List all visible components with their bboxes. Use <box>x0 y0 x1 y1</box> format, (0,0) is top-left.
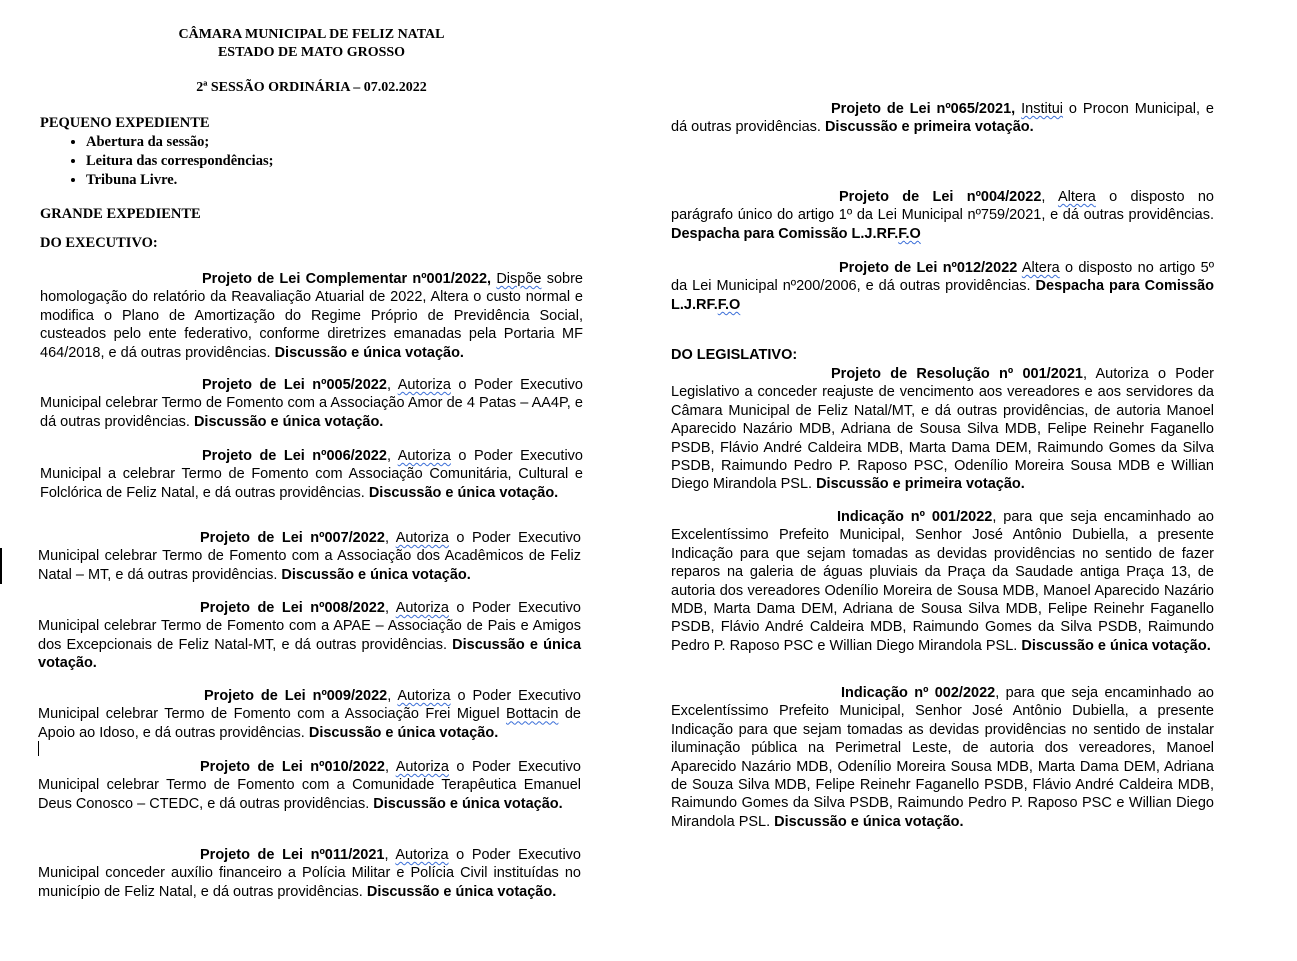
executive-item: Projeto de Lei nº007/2022, Autoriza o Poder Executivo Municipal celebrar Termo de Fomento com a Associação dos Acadêmicos de Feliz Natal – MT, e dá outras providências. Discussão e única votação. <box>38 530 581 583</box>
chamber-name: CÂMARA MUNICIPAL DE FELIZ NATAL <box>178 27 445 42</box>
pequeno-expediente-title: PEQUENO EXPEDIENTE <box>40 115 210 131</box>
legislative-item: Indicação nº 002/2022, para que seja encaminhado ao Excelentíssimo Prefeito Municipal, Senhor José Antônio Dubiella, a presente Indicação para que sejam tomadas as devidas providências no sentido de instalar iluminação pública na Perimetral Leste, de autoria dos vereadores, Manoel Aparecido Nazário MDB, Odenílio Moreira Sousa MDB, Marta Dama DEM, Adriana de Souza Silva MDB, Felipe Reinehr Faganello PSDB, Flávio André Caldeira MDB, Raimundo Gomes da Silva PSDB, Raimundo Pedro P. Raposo PSC e Willian Diego Mirandola PSL. Discussão e única votação. <box>671 685 1214 830</box>
text-cursor <box>38 741 39 756</box>
list-item: • Leitura das correspondências; <box>86 152 273 171</box>
session-title: 2ª SESSÃO ORDINÁRIA – 07.02.2022 <box>196 80 427 95</box>
executive-item: Projeto de Lei nº011/2021, Autoriza o Poder Executivo Municipal conceder auxílio financeiro a Polícia Militar e Polícia Civil instituídas no município de Feliz Natal, e dá outras providências. Discussão e única votação. <box>38 847 581 900</box>
page-edge-mark <box>0 548 2 584</box>
grande-expediente-title: GRANDE EXPEDIENTE <box>40 206 201 222</box>
state-name: ESTADO DE MATO GROSSO <box>217 45 406 60</box>
executive-item: Projeto de Lei nº009/2022, Autoriza o Poder Executivo Municipal celebrar Termo de Fomento com a Associação Frei Miguel Bottacin de Apoio ao Idoso, e dá outras providências. Discussão e única votação. <box>38 688 581 741</box>
legislative-item: Projeto de Resolução nº 001/2021, Autoriza o Poder Legislativo a conceder reajuste de vencimento aos vereadores e aos servidores da Câmara Municipal de Feliz Natal/MT, e dá outras providências, de autoria Manoel Aparecido Nazário MDB, Adriana de Sousa Silva MDB, Felipe Reinehr Faganello PSDB, Flávio André Caldeira MDB, Marta Dama DEM, Raimundo Gomes da Silva PSDB, Raimundo Pedro P. Raposo PSC, Odenílio Moreira Sousa MDB e Willian Diego Mirandola PSL. Discussão e primeira votação. <box>671 366 1214 493</box>
executive-item: Projeto de Lei nº065/2021, Institui o Procon Municipal, e dá outras providências. Discussão e primeira votação. <box>671 101 1214 136</box>
executive-item: Projeto de Lei nº010/2022, Autoriza o Poder Executivo Municipal celebrar Termo de Fomento com a Comunidade Terapêutica Emanuel Deus Conosco – CTEDC, e dá outras providências. Discussão e única votação. <box>38 759 581 812</box>
executivo-title: DO EXECUTIVO: <box>40 235 158 251</box>
legislativo-title: DO LEGISLATIVO: <box>671 347 798 363</box>
legislative-item: Indicação nº 001/2022, para que seja encaminhado ao Excelentíssimo Prefeito Municipal, Senhor José Antônio Dubiella, a presente Indicação para que sejam tomadas as devidas providências no sentido de fazer reparos na galeria de águas pluviais da Praça da Saudade antiga Praça 13, de autoria dos vereadores Odenílio Moreira de Sousa MDB, Manoel Aparecido Nazário MDB, Marta Dama DEM, Adriana de Sousa Silva MDB, Felipe Reinehr Faganello PSDB, Flávio André Caldeira MDB, Raimundo Gomes da Silva PSDB, Raimundo Pedro P. Raposo PSC e Willian Diego Mirandola PSL. Discussão e única votação. <box>671 509 1214 654</box>
list-item: • Tribuna Livre. <box>86 171 273 190</box>
pequeno-expediente-list <box>40 133 273 190</box>
executive-item: Projeto de Lei nº004/2022, Altera o disposto no parágrafo único do artigo 1º da Lei Municipal nº759/2021, e dá outras providências. Despacha para Comissão L.J.RF.F.O <box>671 189 1214 242</box>
executive-item: Projeto de Lei Complementar nº001/2022, Dispõe sobre homologação do relatório da Reavaliação Atuarial de 2022, Altera o custo normal e modifica o Plano de Amortização do Regime Próprio de Previdência Social, custeados pelo ente federativo, conforme diretrizes emanadas pela Portaria MF 464/2018, e dá outras providências. Discussão e única votação. <box>40 271 583 361</box>
list-item: • Abertura da sessão; <box>86 133 273 152</box>
executive-item: Projeto de Lei nº005/2022, Autoriza o Poder Executivo Municipal celebrar Termo de Fomento com a Associação Amor de 4 Patas – AA4P, e dá outras providências. Discussão e única votação. <box>40 377 583 430</box>
executive-item: Projeto de Lei nº006/2022, Autoriza o Poder Executivo Municipal a celebrar Termo de Fomento com Associação Comunitária, Cultural e Folclórica de Feliz Natal, e dá outras providências. Discussão e única votação. <box>40 448 583 501</box>
executive-item: Projeto de Lei nº012/2022 Altera o disposto no artigo 5º da Lei Municipal nº200/2006, e dá outras providências. Despacha para Comissão L.J.RF.F.O <box>671 260 1214 313</box>
executive-item: Projeto de Lei nº008/2022, Autoriza o Poder Executivo Municipal celebrar Termo de Fomento com a APAE – Associação de Pais e Amigos dos Excepcionais de Feliz Natal-MT, e dá outras providências. Discussão e única votação. <box>38 600 582 672</box>
